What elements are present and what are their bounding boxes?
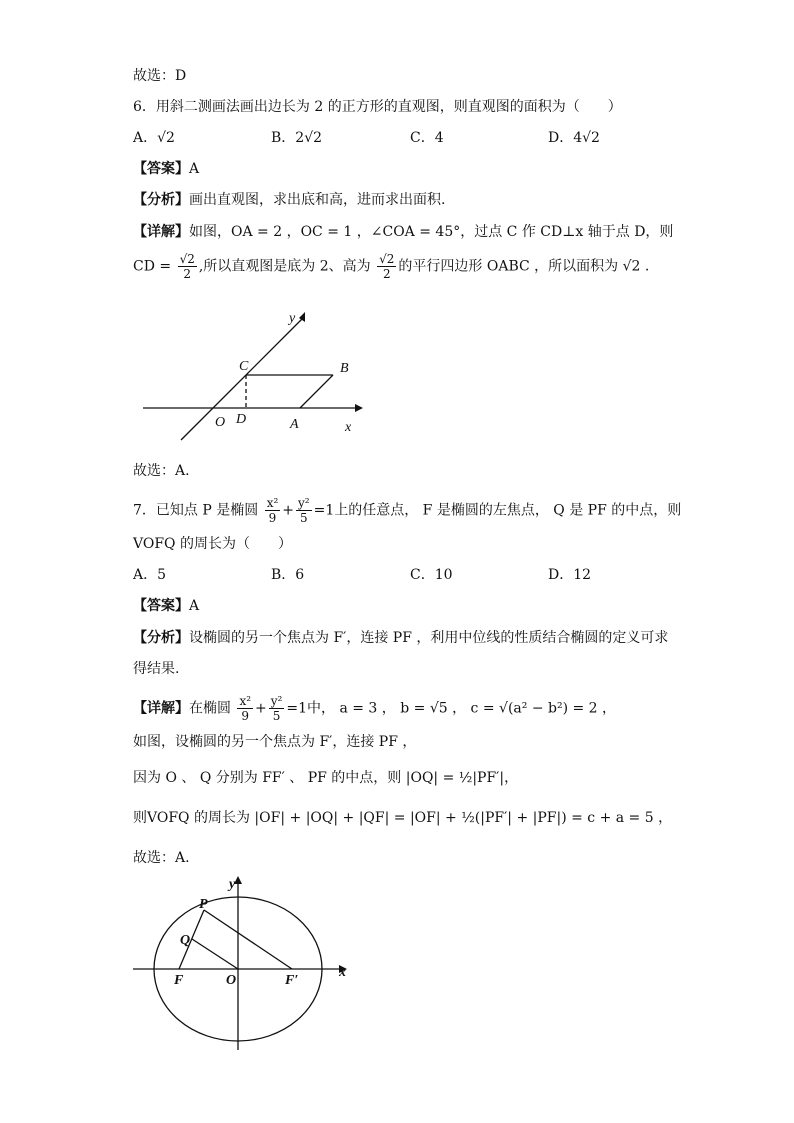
fraction (178, 252, 197, 281)
q6-answer (133, 159, 199, 179)
q7-option-b: B．6 (271, 567, 305, 583)
q7-conclusion: 故选：A. (133, 850, 190, 866)
fraction-num: x² (239, 694, 252, 708)
label-q: Q (180, 933, 191, 948)
fraction-den: 9 (268, 511, 277, 525)
q6-conclusion: 故选：A. (133, 463, 190, 479)
fraction-den: 5 (299, 511, 308, 525)
fraction (296, 496, 312, 525)
fraction-num: y² (270, 694, 283, 708)
label-y: y (229, 877, 236, 892)
q6-option-b: B．2√2 (271, 130, 323, 146)
detail-text: =1中， a = 3 ， b = √5 ， c = √(a² − b²) = 2 ， (286, 700, 617, 717)
analysis-tag: 【分析】 (133, 192, 189, 208)
answer-value: A (189, 598, 200, 614)
q6-detail-line-1 (133, 222, 673, 242)
fraction (265, 496, 281, 525)
q7-answer (133, 596, 199, 616)
detail-tag: 【详解】 (133, 700, 189, 717)
fraction (377, 252, 396, 281)
analysis-text: 画出直观图，求出底和高，进而求出面积. (189, 192, 446, 208)
detail-text: 的平行四边形 OABC ，所以面积为 √2 . (398, 258, 650, 275)
label-x: x (339, 965, 346, 980)
label-c: C (239, 359, 249, 374)
label-b: B (340, 361, 349, 376)
q6-detail-line-2 (133, 252, 649, 281)
label-a: A (290, 417, 299, 432)
q7-detail-line-4: 则VOFQ 的周长为 |OF| + |OQ| + |QF| = |OF| + ½(|PF′| + |PF|) = c + a = 5 ， (133, 810, 673, 826)
fraction-den: 2 (183, 267, 192, 281)
label-f: F (174, 973, 184, 988)
q7-option-d: D．12 (548, 567, 592, 583)
q7-detail-line-3: 因为 O 、 Q 分别为 FF′ 、 PF 的中点，则 |OQ| = ½|PF′|， (133, 770, 519, 786)
analysis-tag: 【分析】 (133, 630, 189, 646)
detail-text: 如图，OA = 2 ，OC = 1 ，∠COA = 45°，过点 C 作 CD⊥x 轴于点 D，则 (189, 224, 674, 240)
analysis-text: 设椭圆的另一个焦点为 F′，连接 PF ，利用中位线的性质结合椭圆的定义可求 (189, 630, 669, 646)
fraction-den: 5 (272, 709, 281, 723)
fraction-num: y² (298, 496, 310, 510)
label-y: y (289, 311, 296, 326)
answer-value: A (189, 161, 200, 177)
q7-option-a: A．5 (133, 567, 167, 583)
segment-ba (300, 375, 333, 408)
answer-tag: 【答案】 (133, 161, 189, 177)
label-p: P (199, 897, 208, 912)
stem-text: 7．已知点 P 是椭圆 (133, 502, 259, 519)
stem-text: =1上的任意点， F 是椭圆的左焦点， Q 是 PF 的中点，则 (313, 502, 682, 519)
q5-conclusion: 故选：D (133, 68, 187, 84)
cd-label: CD = (133, 258, 172, 275)
label-d: D (236, 412, 247, 427)
q6-option-a: A．√2 (133, 130, 175, 146)
q7-stem-line-1: 7．已知点 P 是椭圆 $\frac{\text{x²}}{9}$ + $\frac{\text{y²}}{5}$ =1上的任意点， F 是椭圆的左焦点， Q 是 PF 的中点，则 (133, 496, 682, 525)
q7-stem-line-2: VOFQ 的周长为（ ） (133, 536, 292, 552)
segment-oq (192, 939, 238, 969)
q7-detail-line-1: 【详解】在椭圆 $\frac{\text{x²}}{9}$ + $\frac{\text{y²}}{5}$ =1中， a = 3 ， b = √5 ， c = √(a² − b²) = 2 ， (133, 694, 617, 723)
label-o: O (226, 973, 237, 988)
label-x: x (345, 420, 352, 435)
fraction-num: x² (266, 496, 279, 510)
fraction-den: 9 (241, 709, 250, 723)
fraction-den: 2 (382, 267, 391, 281)
label-o: O (215, 415, 226, 430)
fraction (237, 694, 253, 723)
detail-text: 在椭圆 (189, 700, 231, 717)
q6-analysis (133, 190, 445, 210)
q7-analysis-line-2: 得结果. (133, 661, 180, 677)
fraction-num: √2 (179, 252, 195, 266)
label-f-prime: F′ (285, 973, 299, 988)
q7-detail-line-2: 如图，设椭圆的另一个焦点为 F′，连接 PF ， (133, 734, 417, 750)
q7-analysis-line-1 (133, 628, 668, 648)
fraction-num: √2 (379, 252, 395, 266)
parallelogram-figure (133, 300, 373, 450)
ellipse-figure (125, 872, 365, 1057)
q7-option-c: C．10 (410, 567, 453, 583)
answer-tag: 【答案】 (133, 598, 189, 614)
fraction (269, 694, 285, 723)
detail-tag: 【详解】 (133, 224, 189, 240)
detail-text: ,所以直观图是底为 2、高为 (198, 258, 371, 275)
q6-option-d: D．4√2 (548, 130, 600, 146)
x-axis-arrow (355, 404, 363, 412)
q6-option-c: C．4 (410, 130, 444, 146)
segment-pf-prime (204, 910, 292, 969)
q6-stem: 6．用斜二测画法画出边长为 2 的正方形的直观图，则直观图的面积为（ ） (133, 99, 622, 115)
